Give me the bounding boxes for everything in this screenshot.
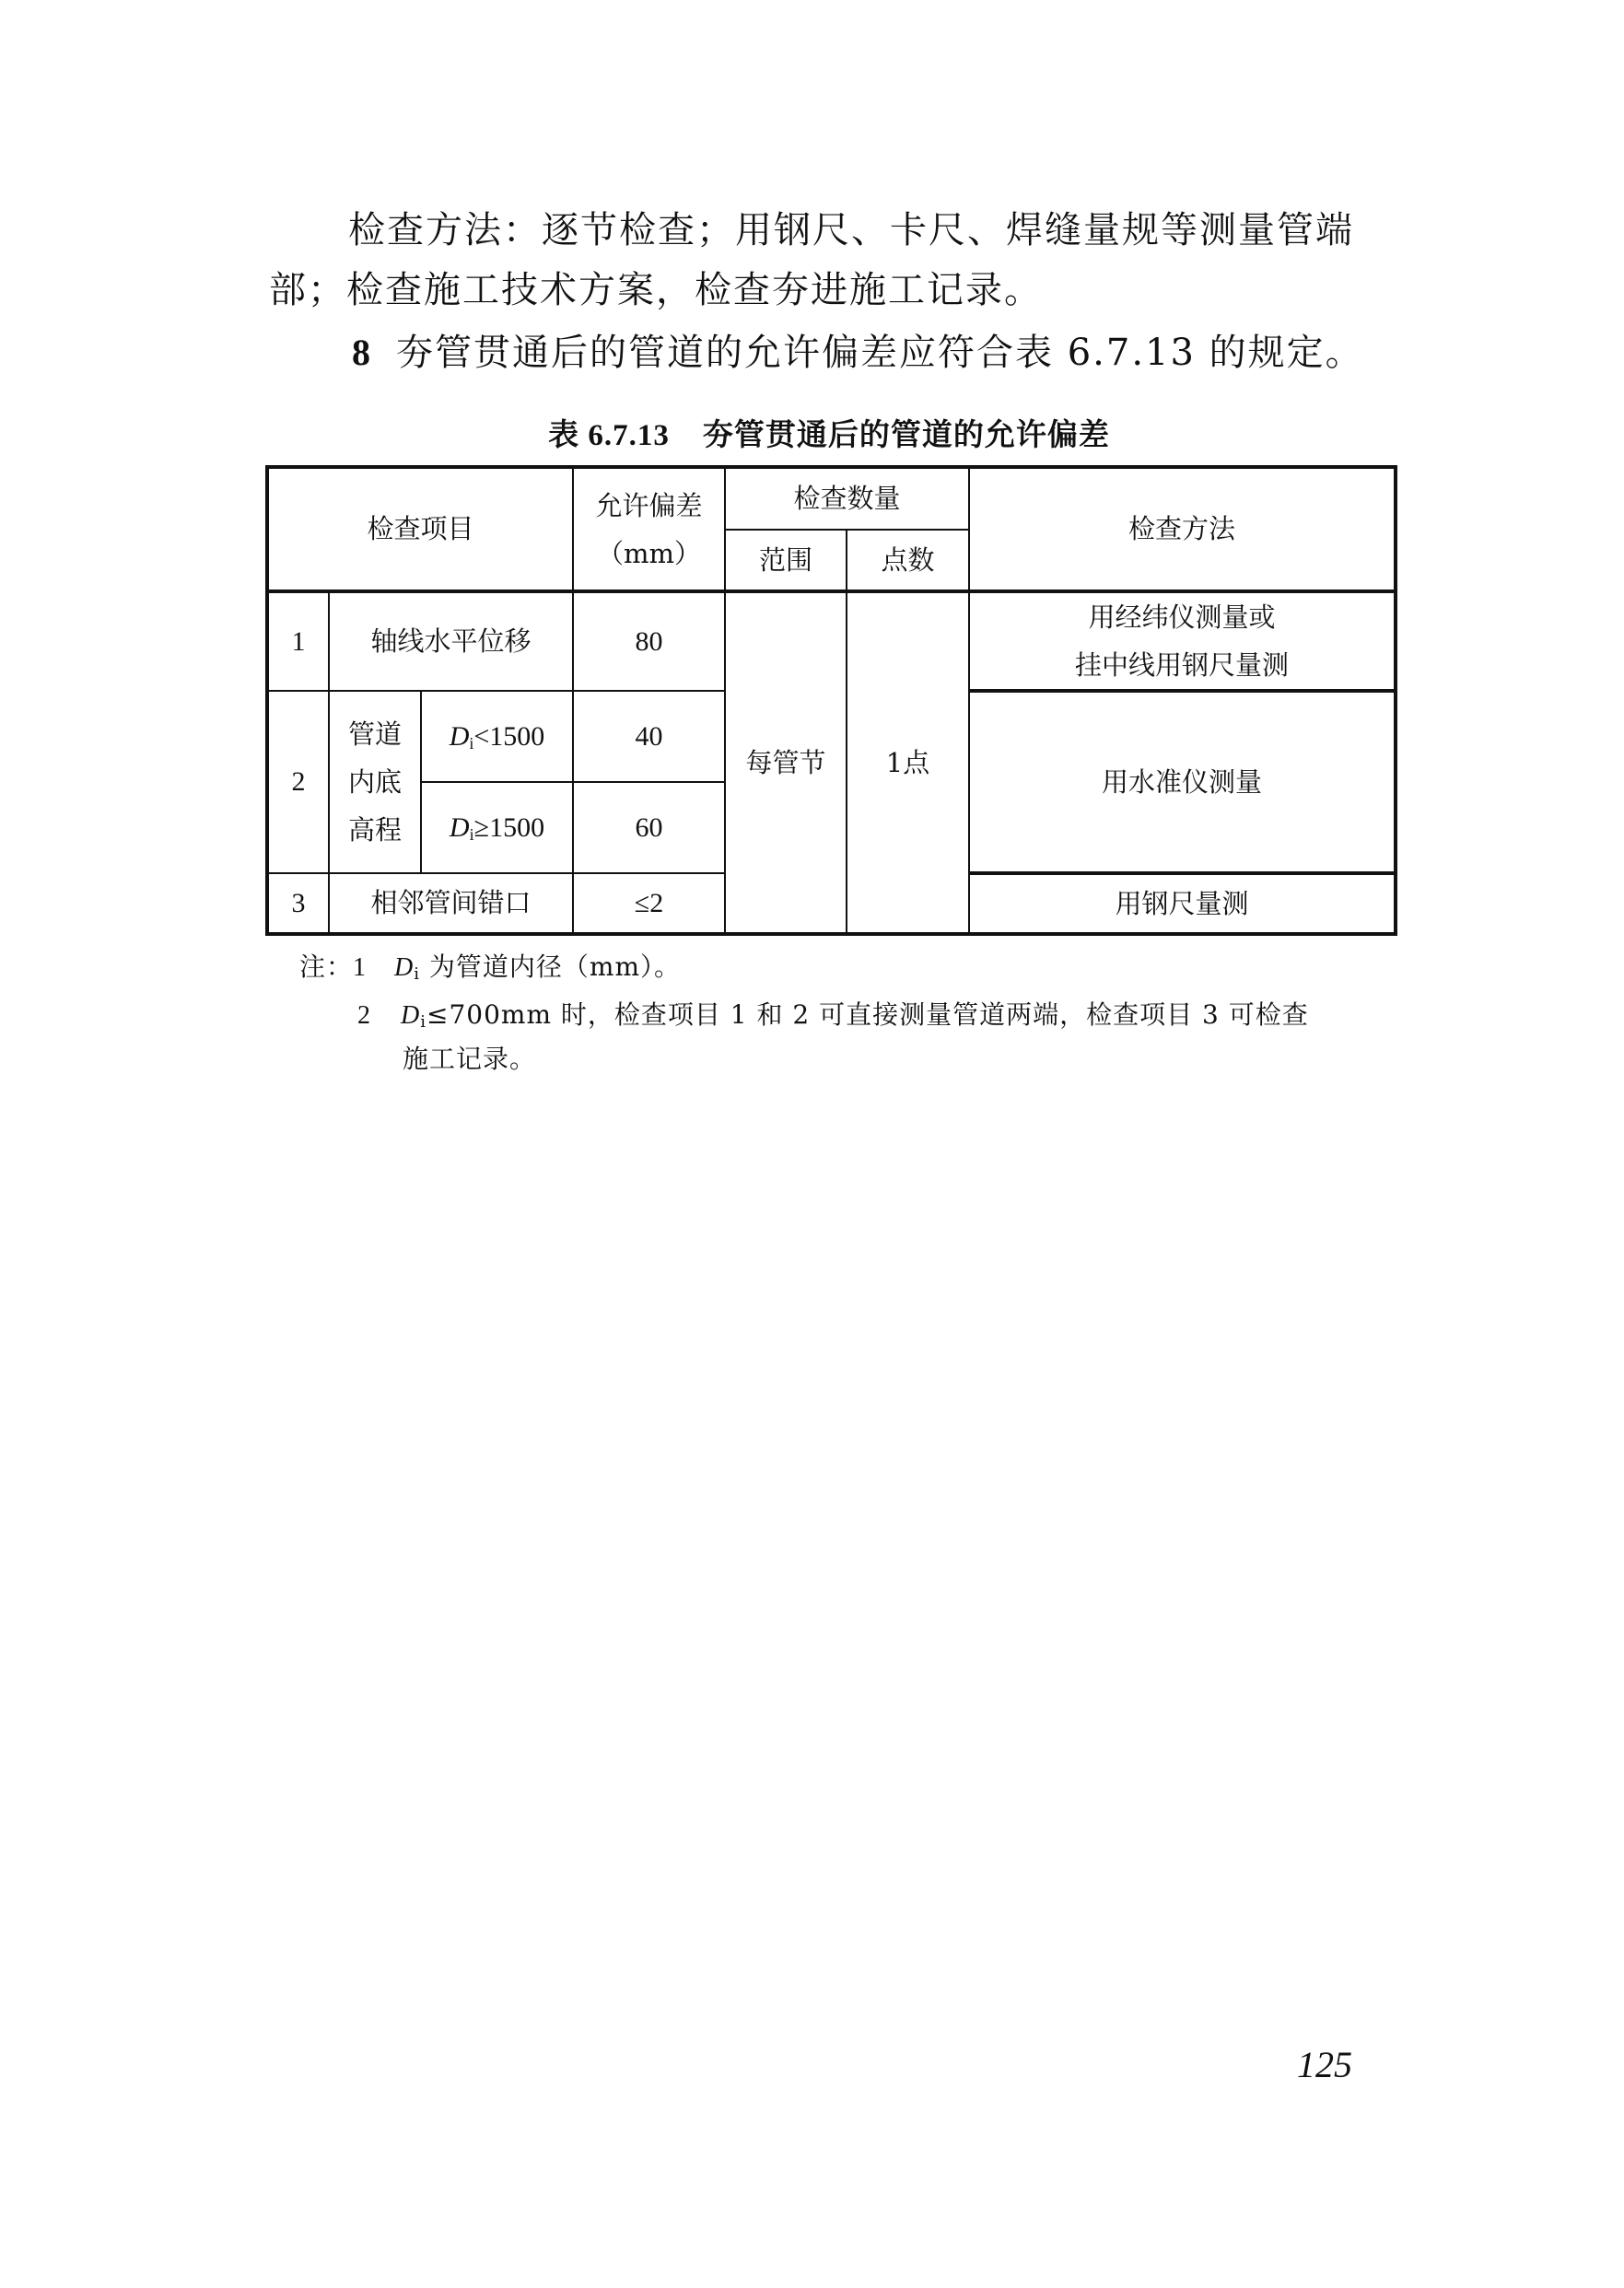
row-item: 相邻管间错口 bbox=[329, 873, 573, 934]
row-condition: $D_i\ge 1500$ bbox=[421, 782, 573, 873]
shared-scope: 每管节 bbox=[725, 591, 847, 934]
header-item: 检查项目 bbox=[267, 467, 573, 591]
shared-points: 1点 bbox=[847, 591, 969, 934]
header-scope: 范围 bbox=[725, 530, 847, 591]
row-tolerance: 60 bbox=[573, 782, 725, 873]
row-item: 管道 内底 高程 bbox=[329, 691, 421, 873]
header-quantity: 检查数量 bbox=[725, 467, 969, 530]
paragraph-line: 检查方法：逐节检查；用钢尺、卡尺、焊缝量规等测量管端 bbox=[348, 209, 1354, 251]
page-number: 125 bbox=[1297, 2044, 1352, 2085]
row-item: 轴线水平位移 bbox=[329, 591, 573, 691]
row-number: 1 bbox=[267, 591, 329, 691]
paragraph-line: 部；检查施工技术方案，检查夯进施工记录。 bbox=[269, 269, 1043, 311]
row-tolerance: 40 bbox=[573, 691, 725, 782]
row-method: 用经纬仪测量或 挂中线用钢尺量测 bbox=[969, 591, 1396, 691]
item-number: 8 bbox=[352, 332, 372, 373]
note-1: 注：1 $D_i$ 为管道内径（mm）。 bbox=[299, 951, 682, 984]
paragraph-inspection-method bbox=[269, 201, 1395, 321]
row-method: 用水准仪测量 bbox=[969, 691, 1396, 873]
header-row bbox=[267, 467, 1396, 530]
header-tolerance: 允许偏差 （mm） bbox=[573, 467, 725, 591]
note-2: 2 $D_i\le 700mm$ 时，检查项目 1 和 2 可直接测量管道两端，检查项目 3 可检查 bbox=[357, 999, 1309, 1032]
note-2-continuation: 施工记录。 bbox=[403, 1044, 537, 1074]
row-tolerance: 80 bbox=[573, 591, 725, 691]
row-number: 3 bbox=[267, 873, 329, 934]
header-method: 检查方法 bbox=[969, 467, 1396, 591]
table-row bbox=[267, 591, 1396, 691]
table-caption bbox=[265, 411, 1393, 454]
table-number: 表 6.7.13 bbox=[548, 419, 670, 452]
tolerance-table bbox=[265, 465, 1397, 936]
note-label: 注： bbox=[299, 951, 354, 982]
paragraph-item-8: 8 夯管贯通后的管道的允许偏差应符合表 6.7.13 的规定。 bbox=[352, 332, 1364, 374]
row-tolerance: ≤2 bbox=[573, 873, 725, 934]
header-points: 点数 bbox=[847, 530, 969, 591]
table-title: 夯管贯通后的管道的允许偏差 bbox=[702, 416, 1110, 452]
row-number: 2 bbox=[267, 691, 329, 873]
row-condition: $D_i<1500$ bbox=[421, 691, 573, 782]
row-method: 用钢尺量测 bbox=[969, 873, 1396, 934]
